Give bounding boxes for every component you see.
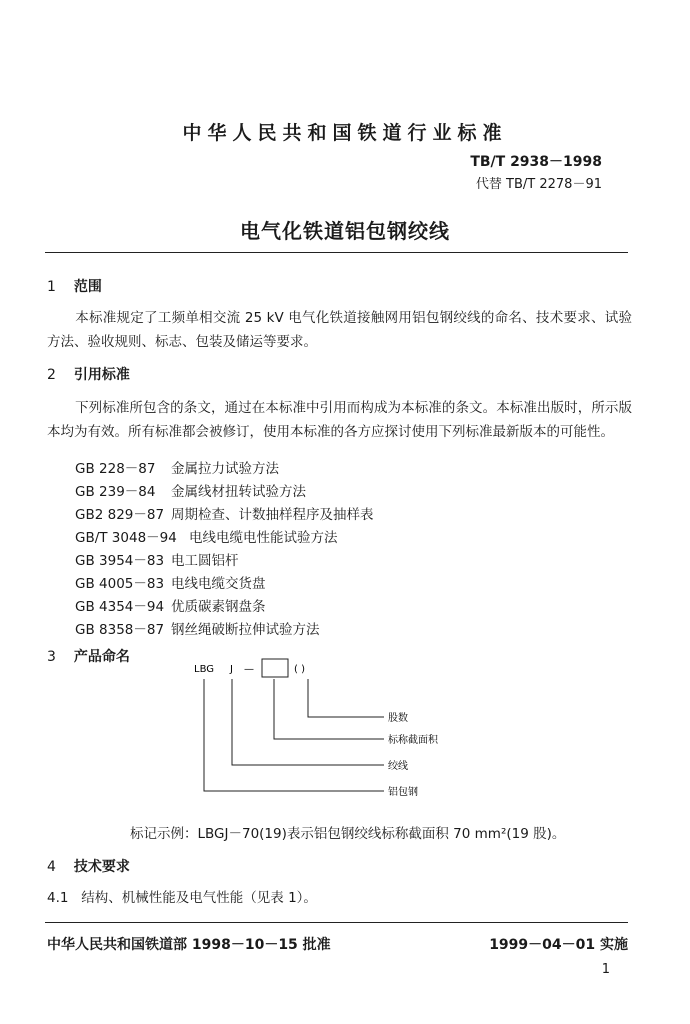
approval-line: 中华人民共和国铁道部 1998－10－15 批准	[47, 937, 331, 953]
section-1-paragraph	[47, 306, 632, 354]
reference-title: 周期检查、计数抽样程序及抽样表	[171, 507, 374, 523]
section-number: 2	[47, 367, 56, 383]
reference-title: 钢丝绳破断拉伸试验方法	[171, 622, 320, 638]
list-item	[75, 504, 374, 527]
industry-standard-header: 中华人民共和国铁道行业标准	[182, 122, 508, 144]
reference-title: 电工圆铝杆	[171, 553, 239, 569]
diagram-prefix: LBG	[194, 664, 215, 675]
section-title: 引用标准	[73, 367, 130, 383]
reference-code: GB 239－84	[75, 484, 156, 500]
naming-diagram	[180, 655, 460, 805]
reference-code: GB/T 3048－94	[75, 530, 177, 546]
reference-code: GB2 829－87	[75, 507, 165, 523]
reference-code: GB 4005－83	[75, 576, 165, 592]
standard-code: TB/T 2938－1998	[470, 154, 602, 170]
naming-diagram-svg	[180, 655, 460, 805]
section-1-text: 本标准规定了工频单相交流 25 kV 电气化铁道接触网用铝包钢绞线的命名、技术要求、试验方法、验收规则、标志、包装及储运等要求。	[47, 310, 632, 350]
section-number: 1	[47, 279, 56, 295]
diagram-label-stranded: 绞线	[388, 761, 408, 772]
leader-line-alumoweld	[204, 679, 384, 791]
subsection-number: 4.1	[47, 890, 69, 906]
leader-line-strands	[308, 679, 384, 717]
list-item	[75, 596, 374, 619]
reference-title: 电线电缆电性能试验方法	[189, 530, 338, 546]
section-2-text: 下列标准所包含的条文，通过在本标准中引用而构成为本标准的条文。本标准出版时，所示版本均为有效。所有标准都会被修订，使用本标准的各方应探讨使用下列标准最新版本的可能性。	[47, 400, 632, 440]
reference-code: GB 3954－83	[75, 553, 165, 569]
section-number: 3	[47, 649, 56, 665]
page-number: 1	[601, 962, 610, 977]
subsection-text: 结构、机械性能及电气性能（见表 1）。	[81, 890, 317, 906]
footer-divider	[45, 922, 628, 923]
section-title: 范围	[73, 279, 102, 295]
list-item	[75, 527, 374, 550]
effective-date: 1999－04－01 实施	[489, 937, 628, 953]
diagram-letter: J	[230, 664, 233, 675]
reference-title: 金属线材扭转试验方法	[171, 484, 306, 500]
section-4-heading	[47, 856, 130, 876]
diagram-box	[262, 659, 288, 677]
reference-title: 优质碳素钢盘条	[171, 599, 266, 615]
list-item	[75, 458, 374, 481]
leader-line-area	[274, 679, 384, 739]
reference-list	[75, 458, 374, 642]
list-item	[75, 619, 374, 642]
reference-title: 金属拉力试验方法	[171, 461, 279, 477]
reference-title: 电线电缆交货盘	[171, 576, 266, 592]
document-title: 电气化铁道铝包钢绞线	[240, 219, 450, 243]
section-title: 技术要求	[73, 859, 130, 875]
replaces-standard: 代替 TB/T 2278－91	[475, 177, 602, 192]
diagram-label-area: 标称截面积	[388, 735, 438, 746]
section-2-paragraph	[47, 396, 632, 444]
reference-code: GB 228－87	[75, 461, 156, 477]
subsection-4-1	[47, 886, 317, 906]
diagram-dash: —	[244, 664, 254, 675]
diagram-label-strands: 股数	[388, 713, 408, 724]
section-1-heading	[47, 276, 102, 296]
section-title: 产品命名	[73, 649, 130, 665]
diagram-label-alumoweld: 铝包钢	[388, 787, 418, 798]
reference-code: GB 4354－94	[75, 599, 165, 615]
naming-example: 标记示例：LBGJ－70(19)表示铝包钢绞线标称截面积 70 mm²(19 股)。	[130, 826, 566, 842]
list-item	[75, 550, 374, 573]
list-item	[75, 481, 374, 504]
diagram-paren: ( )	[294, 664, 305, 675]
section-3-heading	[47, 646, 130, 666]
reference-code: GB 8358－87	[75, 622, 165, 638]
title-divider	[45, 252, 628, 253]
list-item	[75, 573, 374, 596]
section-2-heading	[47, 364, 130, 384]
section-number: 4	[47, 859, 56, 875]
